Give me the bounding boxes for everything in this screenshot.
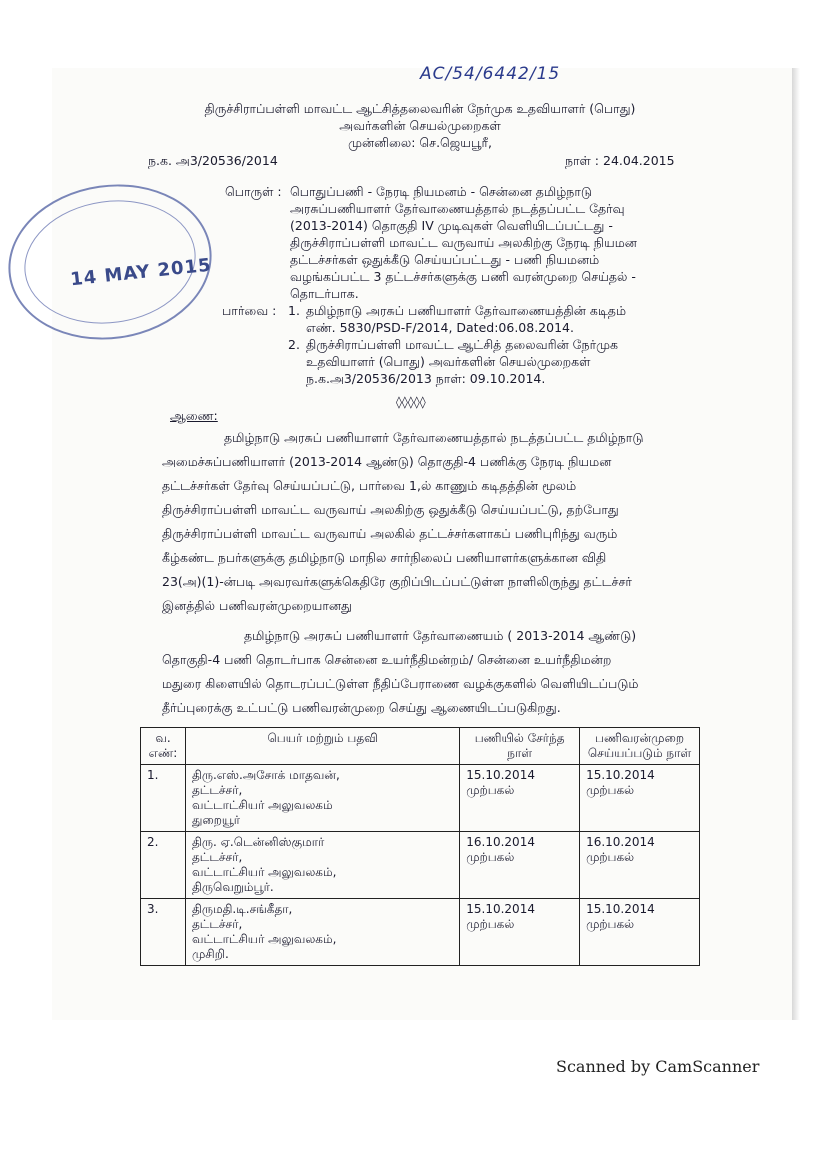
subject-text bbox=[290, 183, 710, 302]
paragraph-line: அமைச்சுப்பணியாளர் (2013-2014 ஆண்டு) தொகுதி-4 பணிக்கு நேரடி நியமன bbox=[162, 454, 612, 469]
paragraph-line: திருச்சிராப்பள்ளி மாவட்ட வருவாய் அலகிற்கு ஒதுக்கீடு செய்யப்பட்டு, தற்போது bbox=[162, 502, 619, 517]
section-divider: ◊◊◊◊◊ bbox=[396, 395, 426, 409]
subject-label: பொருள் : bbox=[225, 184, 282, 199]
cell-line: வட்டாட்சியர் அலுவலகம் bbox=[191, 798, 333, 812]
cell-line: முற்பகல் bbox=[466, 783, 515, 797]
cell-line: 15.10.2014 bbox=[586, 768, 655, 782]
cell-line: முசிறி. bbox=[191, 947, 229, 961]
header-block bbox=[160, 100, 680, 151]
subject-line: பொதுப்பணி - நேரடி நியமனம் - சென்னை தமிழ்நாடு bbox=[290, 184, 593, 199]
cell-line: வட்டாட்சியர் அலுவலகம், bbox=[191, 932, 337, 946]
paragraph-line: 23(அ)(1)-ன்படி அவரவர்களுக்கெதிரே குறிப்பிடப்பட்டுள்ள நாளிலிருந்து தட்டச்சர் bbox=[162, 574, 632, 589]
row-serial: 3. bbox=[141, 899, 186, 966]
stamp-date: 14 MAY 2015 bbox=[69, 254, 213, 291]
cell-line: 15.10.2014 bbox=[466, 768, 535, 782]
row-joined-date bbox=[460, 765, 580, 832]
cell-line: வட்டாட்சியர் அலுவலகம், bbox=[191, 865, 337, 879]
cell-line: திரு. ஏ.டென்னிஸ்குமார் bbox=[191, 835, 325, 849]
row-regularization-date bbox=[580, 832, 700, 899]
row-serial: 1. bbox=[141, 765, 186, 832]
cell-line: முற்பகல் bbox=[586, 783, 635, 797]
reference-item-line: ந.க.அ3/20536/2013 நாள்: 09.10.2014. bbox=[306, 371, 546, 386]
paragraph-line: தீர்ப்புரைக்கு உட்பட்டு பணிவரன்முறை செய்து ஆணையிடப்படுகிறது. bbox=[162, 700, 561, 715]
reference-item-number: 1. bbox=[288, 303, 300, 318]
row-regularization-date bbox=[580, 899, 700, 966]
paragraph-line: தொகுதி-4 பணி தொடர்பாக சென்னை உயர்நீதிமன்றம்/ சென்னை உயர்நீதிமன்ற bbox=[162, 652, 612, 667]
cell-line: முற்பகல் bbox=[586, 850, 635, 864]
reference-item-line: உதவியாளர் (பொது) அவர்களின் செயல்முறைகள் bbox=[306, 354, 591, 369]
header-line-1: திருச்சிராப்பள்ளி மாவட்ட ஆட்சித்தலைவரின் நேர்முக உதவியாளர் (பொது) bbox=[204, 101, 636, 116]
regularization-table bbox=[140, 727, 700, 966]
cell-line: தட்டச்சர், bbox=[191, 850, 243, 864]
reference-item-line: திருச்சிராப்பள்ளி மாவட்ட ஆட்சித் தலைவரின் நேர்முக bbox=[306, 337, 618, 352]
scanner-watermark: Scanned by CamScanner bbox=[556, 1057, 760, 1076]
paragraph-line: தமிழ்நாடு அரசுப் பணியாளர் தேர்வாணையம் ( 2013-2014 ஆண்டு) bbox=[244, 628, 637, 643]
subject-line: திருச்சிராப்பள்ளி மாவட்ட வருவாய் அலகிற்கு நேரடி நியமன bbox=[290, 235, 637, 250]
table-header-row bbox=[141, 728, 700, 765]
header-joined-date: பணியில் சேர்ந்த நாள் bbox=[460, 728, 580, 765]
paragraph-line: திருச்சிராப்பள்ளி மாவட்ட வருவாய் அலகில் தட்டச்சர்களாகப் பணிபுரிந்து வரும் bbox=[162, 526, 618, 541]
reference-item-line: எண். 5830/PSD-F/2014, Dated:06.08.2014. bbox=[306, 320, 574, 335]
cell-line: முற்பகல் bbox=[586, 917, 635, 931]
cell-line: திருவெறும்பூர். bbox=[191, 880, 274, 894]
reference-item-number: 2. bbox=[288, 337, 300, 352]
cell-line: தட்டச்சர், bbox=[191, 783, 243, 797]
subject-line: தொடர்பாக. bbox=[290, 286, 359, 301]
reference-item-line: தமிழ்நாடு அரசுப் பணியாளர் தேர்வாணையத்தின் கடிதம் bbox=[306, 303, 627, 318]
header-line-3: முன்னிலை: செ.ஜெயபூரீ, bbox=[348, 135, 492, 150]
row-serial: 2. bbox=[141, 832, 186, 899]
table-row bbox=[141, 899, 700, 966]
cell-line: திரு.எஸ்.அசோக் மாதவன், bbox=[191, 768, 340, 782]
paragraph-line: மதுரை கிளையில் தொடரப்பட்டுள்ள நீதிப்பேராணை வழக்குகளில் வெளியிடப்படும் bbox=[162, 676, 639, 691]
row-name-designation bbox=[185, 899, 459, 966]
cell-line: முற்பகல் bbox=[466, 850, 515, 864]
row-name-designation bbox=[185, 832, 459, 899]
header-name-designation: பெயர் மற்றும் பதவி bbox=[185, 728, 459, 765]
reference-label: பார்வை : bbox=[222, 303, 277, 318]
cell-line: 15.10.2014 bbox=[466, 902, 535, 916]
cell-line: தட்டச்சர், bbox=[191, 917, 243, 931]
reference-number: ந.க. அ3/20536/2014 bbox=[148, 153, 278, 168]
paragraph-line: இனத்தில் பணிவரன்முறையானது bbox=[162, 598, 352, 613]
row-joined-date bbox=[460, 832, 580, 899]
row-joined-date bbox=[460, 899, 580, 966]
cell-line: திருமதி.டி.சங்கீதா, bbox=[191, 902, 293, 916]
cell-line: 15.10.2014 bbox=[586, 902, 655, 916]
subject-line: (2013-2014) தொகுதி IV முடிவுகள் வெளியிடப்பட்டது - bbox=[290, 218, 613, 233]
reference-item bbox=[288, 336, 713, 387]
subject-line: வழங்கப்பட்ட 3 தட்டச்சர்களுக்கு பணி வரன்முறை செய்தல் - bbox=[290, 269, 636, 284]
reference-item bbox=[288, 302, 713, 336]
row-regularization-date bbox=[580, 765, 700, 832]
order-paragraph-1 bbox=[162, 426, 710, 618]
reference-list bbox=[288, 302, 713, 387]
paragraph-line: கீழ்கண்ட நபர்களுக்கு தமிழ்நாடு மாநில சார்நிலைப் பணியாளர்களுக்கான விதி bbox=[162, 550, 607, 565]
document-date: நாள் : 24.04.2015 bbox=[565, 153, 675, 168]
subject-line: தட்டச்சர்கள் ஒதுக்கீடு செய்யப்பட்டது - பணி நியமனம் bbox=[290, 252, 600, 267]
order-paragraph-2 bbox=[162, 624, 710, 720]
header-regularization-date: பணிவரன்முறை செய்யப்படும் நாள் bbox=[580, 728, 700, 765]
paragraph-line: தமிழ்நாடு அரசுப் பணியாளர் தேர்வாணையத்தால் நடத்தப்பட்ட தமிழ்நாடு bbox=[224, 430, 644, 445]
cell-line: துறையூர் bbox=[191, 813, 241, 827]
table-row bbox=[141, 765, 700, 832]
header-line-2: அவர்களின் செயல்முறைகள் bbox=[339, 118, 501, 133]
subject-line: அரசுப்பணியாளர் தேர்வாணையத்தால் நடத்தப்பட்ட தேர்வு bbox=[290, 201, 625, 216]
cell-line: 16.10.2014 bbox=[466, 835, 535, 849]
order-label: ஆணை: bbox=[170, 408, 218, 423]
cell-line: 16.10.2014 bbox=[586, 835, 655, 849]
header-serial: வ. எண்: bbox=[141, 728, 186, 765]
cell-line: முற்பகல் bbox=[466, 917, 515, 931]
handwritten-reference: AC/54/6442/15 bbox=[420, 64, 561, 84]
paragraph-line: தட்டச்சர்கள் தேர்வு செய்யப்பட்டு, பார்வை 1,ல் காணும் கடிதத்தின் மூலம் bbox=[162, 478, 577, 493]
table-row bbox=[141, 832, 700, 899]
row-name-designation bbox=[185, 765, 459, 832]
